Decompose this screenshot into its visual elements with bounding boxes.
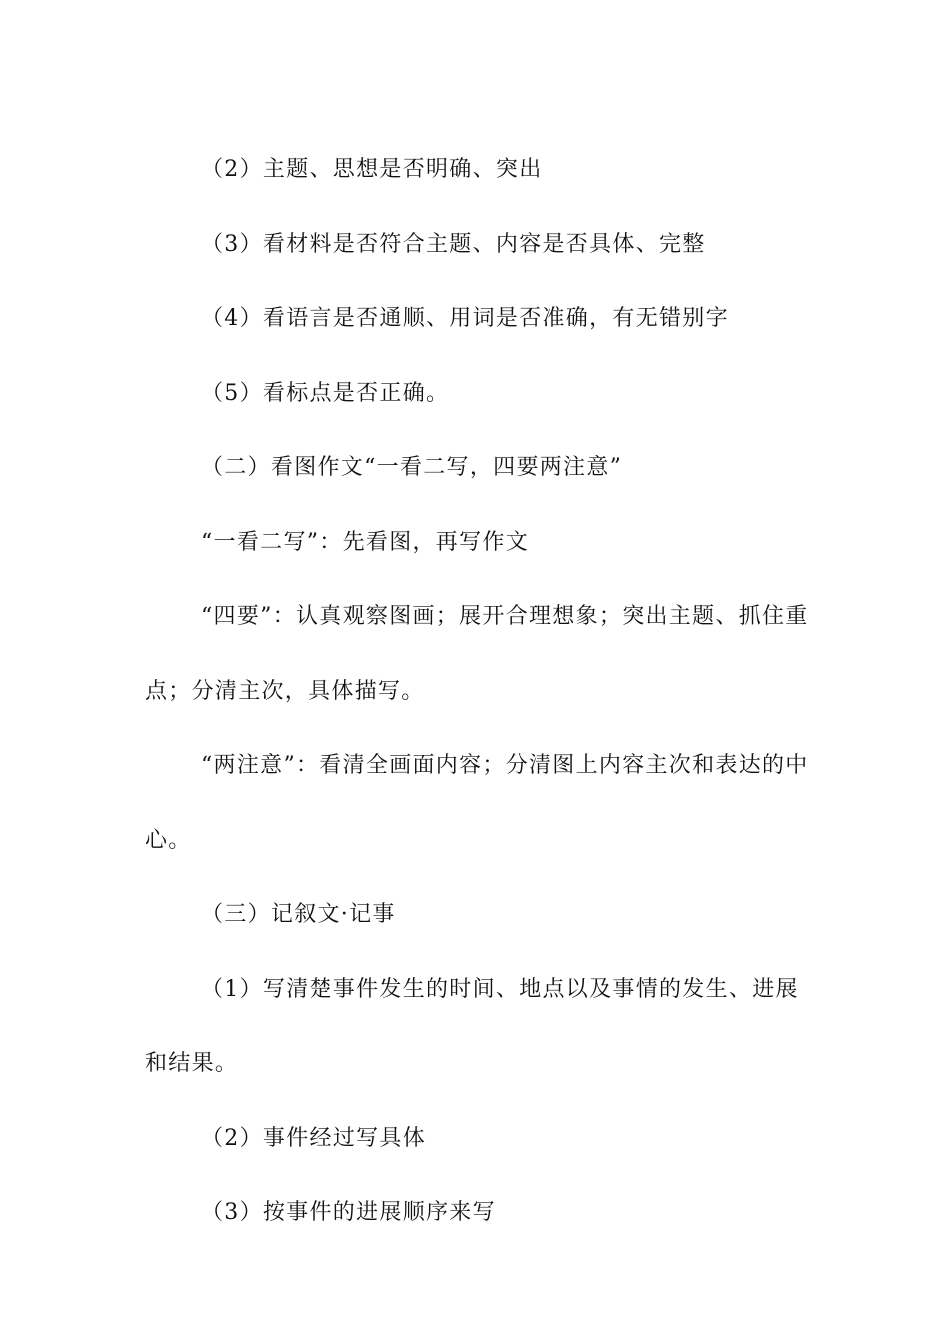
section-heading-picture-writing: （二）看图作文“一看二写，四要两注意” (201, 455, 623, 480)
section-heading-narrative: （三）记叙文·记事 (201, 902, 396, 927)
paragraph-material: （3）看材料是否符合主题、内容是否具体、完整 (201, 231, 706, 257)
paragraph-punctuation: （5）看标点是否正确。 (201, 380, 450, 406)
paragraph-two-notes: “两注意”：看清全画面内容；分清图上内容主次和表达的中心。 (145, 753, 809, 853)
paragraph-four-musts: “四要”：认真观察图画；展开合理想象；突出主题、抓住重点；分清主次，具体描写。 (145, 604, 809, 704)
paragraph-look-write: “一看二写”：先看图，再写作文 (201, 529, 529, 555)
paragraph-theme: （2）主题、思想是否明确、突出 (201, 157, 543, 182)
paragraph-event-details: （1）写清楚事件发生的时间、地点以及事情的发生、进展和结果。 (145, 976, 799, 1076)
paragraph-event-process: （2）事件经过写具体 (201, 1125, 426, 1151)
paragraph-event-order: （3）按事件的进展顺序来写 (201, 1200, 496, 1225)
paragraph-language: （4）看语言是否通顺、用词是否准确，有无错别字 (201, 306, 729, 331)
document-body (145, 133, 810, 1251)
